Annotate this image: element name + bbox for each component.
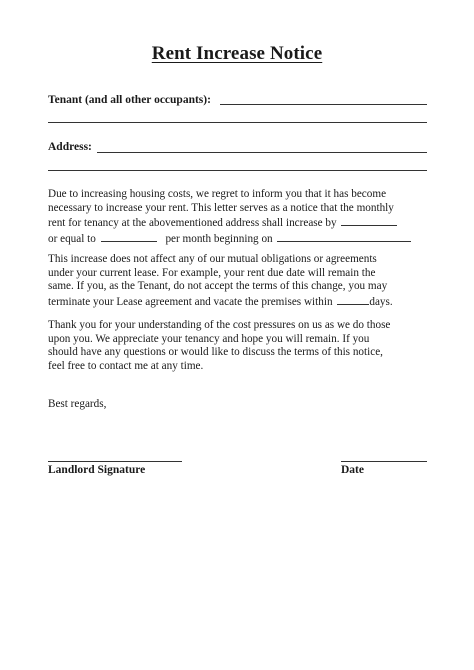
paragraph-line: should have any questions or would like to discuss the terms of this notice, (48, 346, 383, 359)
document-title: Rent Increase Notice (151, 43, 323, 64)
paragraph-line (48, 294, 438, 310)
increase-amount-blank[interactable] (341, 215, 397, 226)
paragraph-line: feel free to contact me at any time. (48, 359, 204, 372)
address-label: Address: (48, 141, 92, 153)
paragraph-text: per month beginning on (165, 232, 273, 245)
landlord-signature-label: Landlord Signature (48, 464, 146, 476)
paragraph-line: This increase does not affect any of our mutual obligations or agreements (48, 253, 377, 265)
date-label: Date (341, 464, 364, 476)
paragraph-line: necessary to increase your rent. This letter serves as a notice that the monthly (48, 201, 394, 214)
paragraph-rent-increase (48, 188, 438, 246)
paragraph-text: or equal to (48, 232, 96, 245)
tenant-field-line-2[interactable] (48, 122, 427, 123)
days-blank[interactable] (337, 294, 369, 305)
address-field-line[interactable] (97, 152, 427, 153)
paragraph-text: terminate your Lease agreement and vacate the premises within (48, 295, 333, 308)
paragraph-line (48, 231, 438, 247)
tenant-field-line[interactable] (220, 104, 427, 105)
landlord-signature-line[interactable] (48, 461, 182, 462)
closing-text: Best regards, (48, 398, 107, 410)
start-date-blank[interactable] (277, 231, 411, 242)
paragraph-thank-you (48, 319, 438, 373)
address-field-line-2[interactable] (48, 170, 427, 171)
rent-amount-blank[interactable] (101, 231, 157, 242)
paragraph-text: rent for tenancy at the abovementioned address shall increase by (48, 217, 337, 230)
paragraph-line: under your current lease. For example, your rent due date will remain the (48, 266, 376, 279)
paragraph-lease-terms (48, 253, 438, 309)
date-signature-line[interactable] (341, 461, 427, 462)
paragraph-line: Due to increasing housing costs, we regret to inform you that it has become (48, 188, 387, 200)
paragraph-line: Thank you for your understanding of the cost pressures on us as we do those (48, 319, 391, 331)
paragraph-text: days. (369, 295, 393, 308)
paragraph-line: same. If you, as the Tenant, do not accept the terms of this change, you may (48, 280, 388, 293)
tenant-label: Tenant (and all other occupants): (48, 94, 211, 106)
paragraph-line: upon you. We appreciate your tenancy and hope you will remain. If you (48, 332, 370, 345)
paragraph-line (48, 215, 438, 231)
